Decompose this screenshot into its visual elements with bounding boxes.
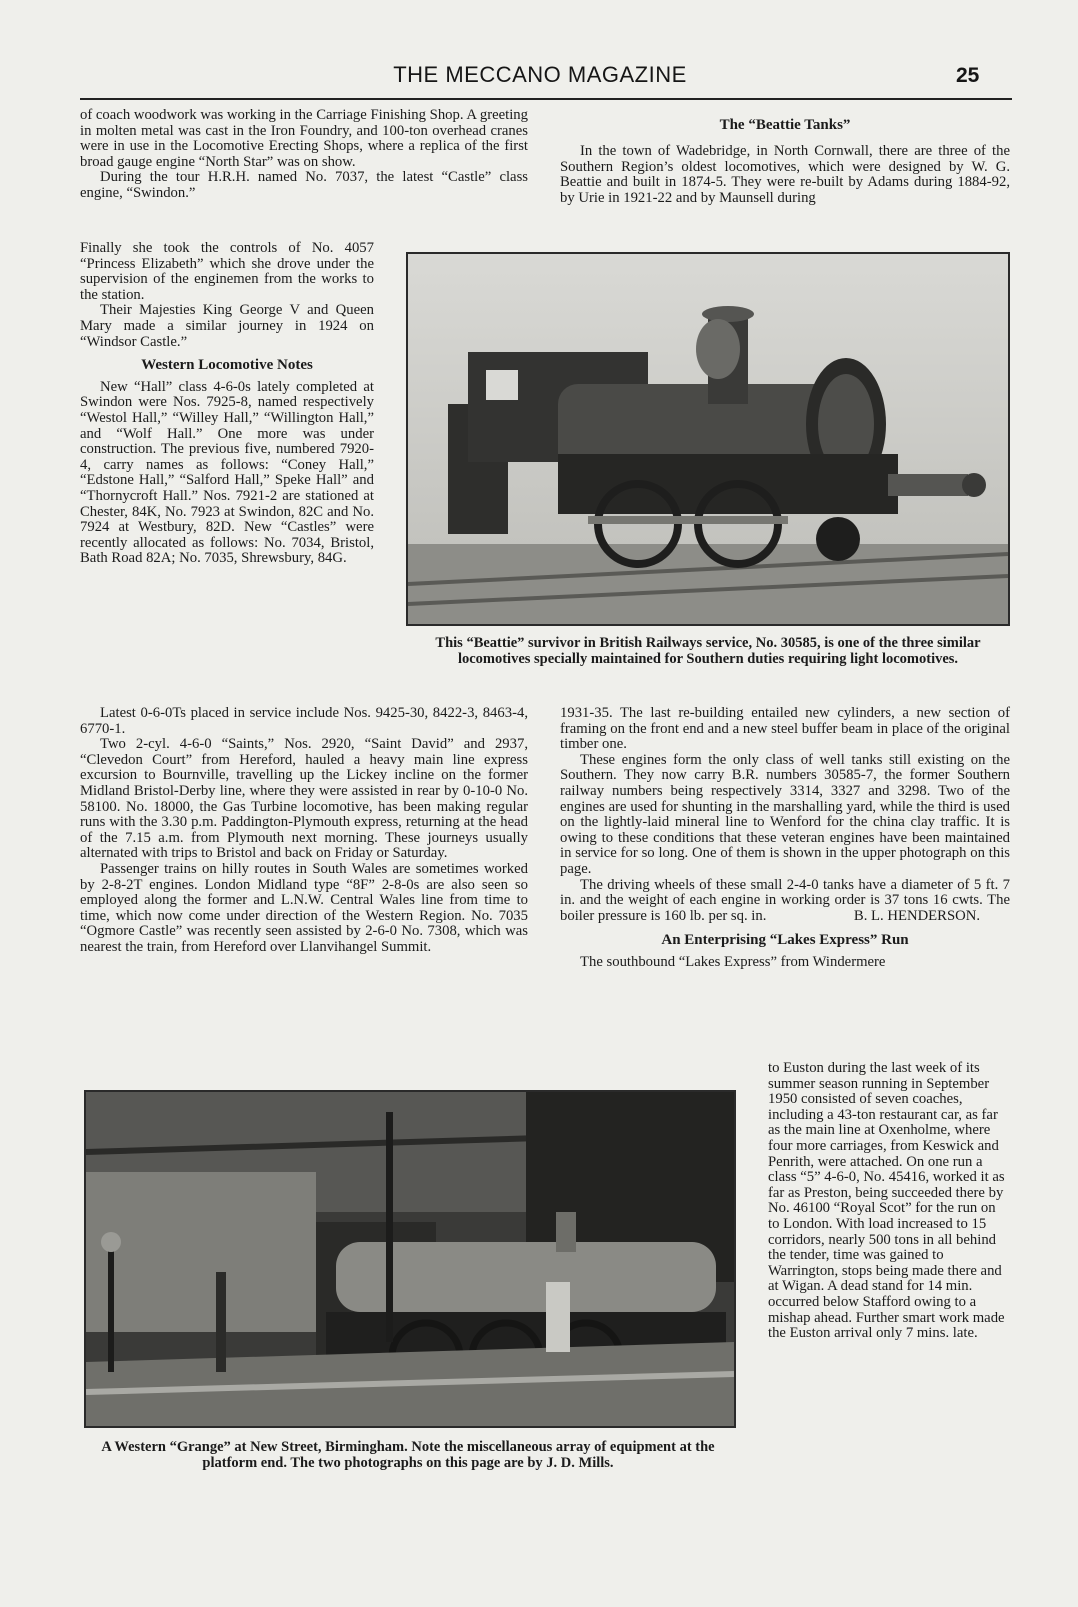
paragraph: During the tour H.R.H. named No. 7037, the latest “Castle” class engine, “Swindon.” [80,169,528,201]
paragraph: In the town of Wadebridge, in North Cornwall, there are three of the Southern Region’s oldest locomotives, which were designed by W. G. Beattie and built in 1874-5. They were re-built by Adams during 1884-92, by Urie in 1921-22 and by Maunsell during [560,143,1010,206]
paragraph: The southbound “Lakes Express” from Windermere [580,953,886,970]
author-signature: B. L. HENDERSON. [853,908,980,925]
paragraph: 1931-35. The last re-building entailed new cylinders, a new section of framing on the front end and a new steel buffer beam in place of the original timber one. [560,705,1010,753]
paragraph: New “Hall” class 4-6-0s lately completed at Swindon were Nos. 7925-8, named respectively “Westol Hall,” “Willey Hall,” “Willington Hall,” and “Wolf Hall.” One more was under construction. The previous five, numbered 7920-4, carry names as follows: “Coney Hall,” “Edstone Hall,” “Salford Hall,” Speke Hall” and “Thornycroft Hall.” Nos. 7921-2 are stationed at Chester, 84K, No. 7923 at Swindon, 82C and No. 7924 at Westbury, 82D. New “Castles” were recently allocated as follows: No. 7034, Bristol, Bath Road 82A; No. 7035, Shrewsbury, 84G. [80,378,374,567]
bottom-photo-caption: A Western “Grange” at New Street, Birmingham. Note the miscellaneous array of equipment at the platform end. The two photographs on this page are by J. D. Mills. [101,1439,715,1471]
magazine-title: THE MECCANO MAGAZINE [393,62,687,87]
paragraph: Finally she took the controls of No. 4057 “Princess Elizabeth” which she drove under the supervision of the enginemen from the works to the station. [80,240,374,303]
paragraph: Their Majesties King George V and Queen Mary made a similar journey in 1924 on “Windsor Castle.” [80,302,374,350]
paragraph: Latest 0-6-0Ts placed in service include Nos. 9425-30, 8422-3, 8463-4, 6770-1. [80,705,528,737]
section-heading: The “Beattie Tanks” [719,117,851,133]
page-number: 25 [956,64,980,87]
section-heading: An Enterprising “Lakes Express” Run [661,931,909,948]
beattie-locomotive-photo [406,252,1010,626]
left-narrow-text [80,241,374,567]
paragraph: The driving wheels of these small 2-4-0 tanks have a diameter of 5 ft. 7 in. and the weight of each engine in working order is 37 tons 16 cwts. The boiler pressure is 160 lb. per sq. in. [560,876,1010,924]
header-rule [80,98,1012,100]
paragraph: These engines form the only class of well tanks still existing on the Southern. They now carry B.R. numbers 30585-7, the former Southern railway numbers being respectively 3314, 3327 and 3298. Two of the engines are used for shunting in the marshalling yard, while the third is used on the lightly-laid mineral line to Wenford for the china clay traffic. It is owing to these conditions that these veteran engines have been maintained in service for so long. One of them is shown in the upper photograph on this page. [560,751,1010,877]
top-photo-caption: This “Beattie” survivor in British Railways service, No. 30585, is one of the three similar locomotives specially maintained for Southern duties requiring light locomotives. [435,635,981,667]
paragraph: of coach woodwork was working in the Carriage Finishing Shop. A greeting in molten metal was cast in the Iron Foundry, and 100-ton overhead cranes were in use in the Locomotive Erecting Shops, where a replica of the first broad gauge engine “North Star” was on show. [80,107,528,170]
paragraph: Two 2-cyl. 4-6-0 “Saints,” Nos. 2920, “Saint David” and 2937, “Clevedon Court” from Hereford, hauled a heavy main line express excursion to Bournville, travelling up the Lickey incline on the former Midland Bristol-Derby line, where they were assisted in rear by 0-10-0 No. 58100. No. 18000, the Gas Turbine locomotive, has been making regular runs with the 3.30 p.m. Paddington-Plymouth express, returning at the head of the 7.15 a.m. from Plymouth next morning. These journeys usually alternated with trips to Bristol and back on Friday or Saturday. [80,736,528,862]
grange-locomotive-photo [84,1090,736,1428]
left-lower-text [80,706,528,956]
beattie-top-text [560,144,1010,206]
section-heading: Western Locomotive Notes [141,357,313,374]
paragraph: to Euston during the last week of its summer season running in September 1950 consisted of seven coaches, including a 43-ton restaurant car, as far as the main line at Oxenholme, where four more carriages, from Keswick and Penrith, were attached. On one run a class “5” 4-6-0, No. 45416, worked it as far as Preston, being succeeded there by No. 46100 “Royal Scot” for the run on to London. With load increased to 15 corridors, nearly 500 tons in all behind the tender, time was gained to Warrington, stops being made there and at Wigan. A dead stand for 14 min. occurred below Stafford owing to a mishap ahead. Further smart work made the Euston arrival only 7 mins. late. [768,1060,1005,1342]
left-top-text [80,108,528,202]
paragraph: Passenger trains on hilly routes in South Wales are sometimes worked by 2-8-2T engines. London Midland type “8F” 2-8-0s are also seen so employed along the former and L.N.W. Central Wales line from time to time, which now come under direction of the Western Region. No. 7035 “Ogmore Castle” was recently seen assisted by 2-6-0 No. 7308, which was nearest the train, from Hereford over Llanvihangel Summit. [80,860,528,955]
beattie-continued-text [560,706,1010,970]
lakes-narrow-text [768,1061,1010,1342]
